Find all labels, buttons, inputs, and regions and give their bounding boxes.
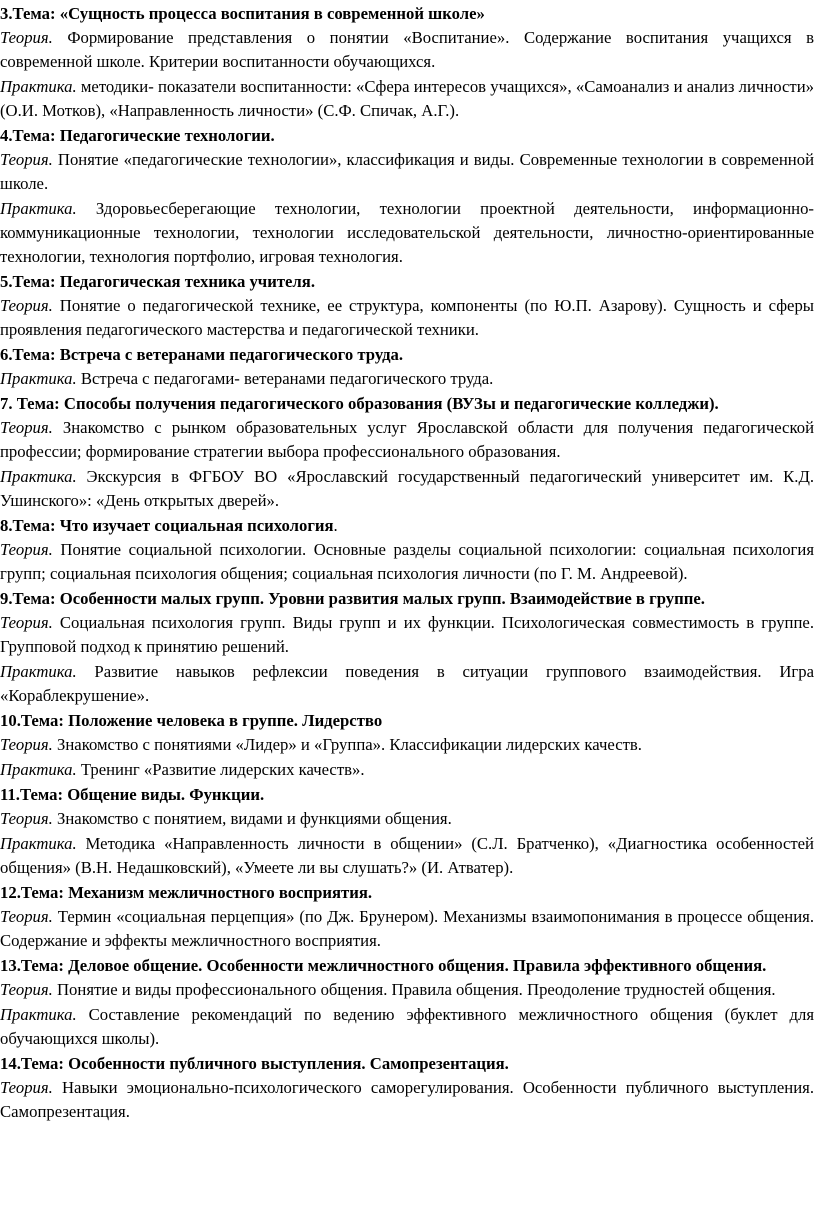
- theory-paragraph: [0, 807, 814, 831]
- topic-heading: [0, 881, 814, 905]
- topic-title: Встреча с ветеранами педагогического труда.: [59, 345, 404, 364]
- theory-paragraph: [0, 148, 814, 196]
- practice-text: Развитие навыков рефлексии поведения в ситуации группового взаимодействия. Игра «Кораблекрушение».: [0, 662, 814, 705]
- practice-text: Встреча с педагогами- ветеранами педагогического труда.: [76, 369, 494, 388]
- practice-label: Практика.: [0, 77, 77, 96]
- theory-text: Понятие социальной психологии. Основные разделы социальной психологии: социальная психология групп; социальная психология общения; социальная психология личности (по Г. М. Андреевой).: [0, 540, 814, 583]
- topic-heading: [0, 270, 814, 294]
- practice-text: Здоровьесберегающие технологии, технологии проектной деятельности, информационно-коммуникационные технологии, технологии исследовательской деятельности, личностно-ориентированные технологии, технология портфолио, игровая технология.: [0, 199, 814, 266]
- theory-text: Понятие «педагогические технологии», классификация и виды. Современные технологии в современной школе.: [0, 150, 814, 193]
- theory-paragraph: [0, 294, 814, 342]
- topic-number: 7.: [0, 394, 17, 413]
- topic-heading: [0, 2, 814, 26]
- topic-number: 13.: [0, 956, 21, 975]
- practice-paragraph: [0, 660, 814, 708]
- topic-prefix: Тема:: [20, 956, 69, 975]
- topic-prefix: Тема:: [12, 4, 60, 23]
- practice-label: Практика.: [0, 834, 77, 853]
- topic-prefix: Тема:: [16, 394, 64, 413]
- practice-paragraph: [0, 832, 814, 880]
- theory-label: Теория.: [0, 980, 53, 999]
- theory-label: Теория.: [0, 809, 53, 828]
- practice-text: Методика «Направленность личности в общении» (С.Л. Братченко), «Диагностика особенностей общения» (В.Н. Недашковский), «Умеете ли вы слушать?» (И. Атватер).: [0, 834, 814, 877]
- theory-label: Теория.: [0, 540, 53, 559]
- practice-paragraph: [0, 197, 814, 269]
- theory-paragraph: [0, 538, 814, 586]
- topic-number: 3.: [0, 4, 13, 23]
- topic-title: Особенности малых групп. Уровни развития малых групп. Взаимодействие в группе.: [59, 589, 705, 608]
- practice-text: Составление рекомендаций по ведению эффективного межличностного общения (буклет для обучающихся школы).: [0, 1005, 814, 1048]
- theory-text: Социальная психология групп. Виды групп и их функции. Психологическая совместимость в группе. Групповой подход к принятию решений.: [0, 613, 814, 656]
- theory-text: Знакомство с понятиями «Лидер» и «Группа». Классификации лидерских качеств.: [52, 735, 642, 754]
- theory-text: Формирование представления о понятии «Воспитание». Содержание воспитания учащихся в современной школе. Критерии воспитанности обучающихся.: [0, 28, 814, 71]
- topic-title: Что изучает социальная психология: [59, 516, 334, 535]
- practice-paragraph: [0, 367, 814, 391]
- topic-title: Деловое общение. Особенности межличностного общения. Правила эффективного общения.: [68, 956, 767, 975]
- topic-title: «Сущность процесса воспитания в современной школе»: [59, 4, 485, 23]
- practice-label: Практика.: [0, 369, 77, 388]
- topic-prefix: Тема:: [20, 1054, 69, 1073]
- topic-heading: [0, 587, 814, 611]
- practice-paragraph: [0, 758, 814, 782]
- topic-heading: [0, 392, 814, 416]
- topic-number: 12.: [0, 883, 21, 902]
- topic-number: 14.: [0, 1054, 21, 1073]
- topic-title: Особенности публичного выступления. Самопрезентация.: [68, 1054, 509, 1073]
- topic-title: Способы получения педагогического образования (ВУЗы и педагогические колледжи).: [63, 394, 719, 413]
- topic-number: 10.: [0, 711, 21, 730]
- practice-text: Тренинг «Развитие лидерских качеств».: [76, 760, 365, 779]
- practice-paragraph: [0, 465, 814, 513]
- theory-paragraph: [0, 416, 814, 464]
- topic-number: 8.: [0, 516, 13, 535]
- theory-text: Навыки эмоционально-психологического саморегулирования. Особенности публичного выступления. Самопрезентация.: [0, 1078, 814, 1121]
- topic-prefix: Тема:: [19, 785, 68, 804]
- theory-label: Теория.: [0, 613, 53, 632]
- practice-label: Практика.: [0, 1005, 77, 1024]
- practice-label: Практика.: [0, 760, 77, 779]
- topic-heading: [0, 783, 814, 807]
- topic-prefix: Тема:: [12, 589, 60, 608]
- topic-heading: [0, 954, 814, 978]
- practice-text: методики- показатели воспитанности: «Сфера интересов учащихся», «Самоанализ и анализ личности» (О.И. Мотков), «Направленность личности» (С.Ф. Спичак, А.Г.).: [0, 77, 814, 120]
- practice-paragraph: [0, 75, 814, 123]
- theory-text: Знакомство с понятием, видами и функциями общения.: [52, 809, 452, 828]
- theory-text: Знакомство с рынком образовательных услуг Ярославской области для получения педагогической профессии; формирование стратегии выбора профессионального образования.: [0, 418, 814, 461]
- practice-paragraph: [0, 1003, 814, 1051]
- topic-prefix: Тема:: [12, 272, 60, 291]
- theory-label: Теория.: [0, 150, 53, 169]
- practice-label: Практика.: [0, 467, 77, 486]
- topic-prefix: Тема:: [12, 345, 60, 364]
- theory-label: Теория.: [0, 296, 53, 315]
- theory-text: Понятие и виды профессионального общения. Правила общения. Преодоление трудностей общения.: [52, 980, 776, 999]
- topic-title: Положение человека в группе. Лидерство: [68, 711, 383, 730]
- theory-paragraph: [0, 611, 814, 659]
- theory-paragraph: [0, 733, 814, 757]
- theory-paragraph: [0, 26, 814, 74]
- practice-text: Экскурсия в ФГБОУ ВО «Ярославский государственный педагогический университет им. К.Д. Ушинского»: «День открытых дверей».: [0, 467, 814, 510]
- theory-paragraph: [0, 1076, 814, 1124]
- topic-heading: [0, 709, 814, 733]
- topic-number: 6.: [0, 345, 13, 364]
- topic-title: Механизм межличностного восприятия.: [68, 883, 373, 902]
- topic-number: 4.: [0, 126, 13, 145]
- topic-heading: [0, 343, 814, 367]
- topic-title: Общение виды. Функции.: [67, 785, 265, 804]
- theory-label: Теория.: [0, 907, 53, 926]
- theory-label: Теория.: [0, 28, 53, 47]
- theory-label: Теория.: [0, 735, 53, 754]
- topic-prefix: Тема:: [12, 516, 60, 535]
- theory-label: Теория.: [0, 418, 53, 437]
- practice-label: Практика.: [0, 662, 77, 681]
- topic-heading: 8.Тема: Что изучает социальная психология.: [0, 516, 338, 535]
- topic-number: 9.: [0, 589, 13, 608]
- theory-paragraph: [0, 978, 814, 1002]
- theory-text: Понятие о педагогической технике, ее структура, компоненты (по Ю.П. Азарову). Сущность и сферы проявления педагогического мастерства и педагогической техники.: [0, 296, 814, 339]
- topic-heading: [0, 124, 814, 148]
- topic-prefix: Тема:: [12, 126, 60, 145]
- topic-prefix: Тема:: [20, 883, 69, 902]
- theory-text: Термин «социальная перцепция» (по Дж. Брунером). Механизмы взаимопонимания в процессе общения. Содержание и эффекты межличностного восприятия.: [0, 907, 814, 950]
- topic-heading: [0, 1052, 814, 1076]
- theory-label: Теория.: [0, 1078, 53, 1097]
- topic-number: 5.: [0, 272, 13, 291]
- topic-title: Педагогические технологии.: [59, 126, 275, 145]
- topic-title: Педагогическая техника учителя.: [59, 272, 315, 291]
- topic-prefix: Тема:: [20, 711, 69, 730]
- topic-number: 11.: [0, 785, 20, 804]
- practice-label: Практика.: [0, 199, 77, 218]
- theory-paragraph: [0, 905, 814, 953]
